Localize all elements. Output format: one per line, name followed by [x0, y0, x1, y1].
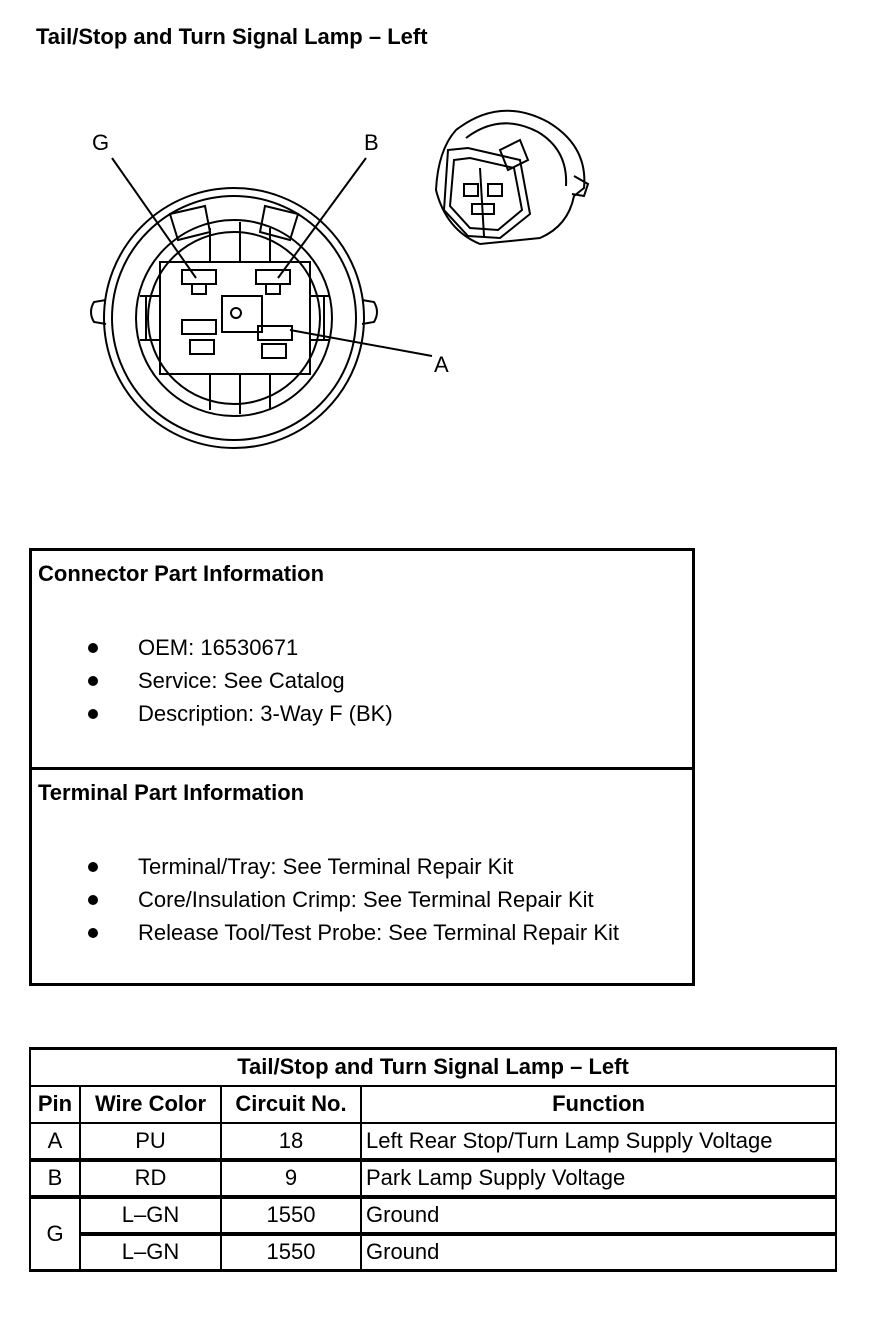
cell-wire-color: RD — [80, 1160, 221, 1197]
header-pin: Pin — [30, 1086, 80, 1123]
cell-function: Park Lamp Supply Voltage — [361, 1160, 836, 1197]
bullet-icon — [88, 676, 98, 686]
terminal-b — [256, 270, 290, 284]
connector-part-heading: Connector Part Information — [38, 561, 325, 586]
terminal-part-heading: Terminal Part Information — [38, 780, 305, 805]
header-circuit-no: Circuit No. — [221, 1086, 361, 1123]
cell-function: Ground — [361, 1234, 836, 1271]
table-row — [30, 1123, 836, 1160]
header-function: Function — [361, 1086, 836, 1123]
pin-table — [29, 1047, 837, 1272]
cell-function: Ground — [361, 1197, 836, 1234]
table-row — [30, 1197, 836, 1234]
cell-circuit: 18 — [221, 1123, 361, 1160]
table-row — [30, 1160, 836, 1197]
label-a: A — [434, 352, 449, 377]
cell-pin: B — [30, 1160, 80, 1197]
cell-circuit: 1550 — [221, 1234, 361, 1271]
bullet-icon — [88, 862, 98, 872]
bullet-icon — [88, 709, 98, 719]
cell-pin: A — [30, 1123, 80, 1160]
label-g: G — [92, 130, 110, 155]
terminal-part-section: Terminal Part Information Terminal/Tray: See Terminal Repair Kit Core/Insulation Crimp: See Terminal Repair Kit Release Tool/Test Probe: See Terminal Repair Kit — [38, 780, 619, 945]
cell-function: Left Rear Stop/Turn Lamp Supply Voltage — [361, 1123, 836, 1160]
cell-wire-color: L–GN — [80, 1234, 221, 1271]
pin-table-caption: Tail/Stop and Turn Signal Lamp – Left — [30, 1049, 836, 1086]
header-wire-color: Wire Color — [80, 1086, 221, 1123]
cell-wire-color: L–GN — [80, 1197, 221, 1234]
terminal-g — [182, 270, 216, 284]
cell-circuit: 9 — [221, 1160, 361, 1197]
bullet-icon — [88, 643, 98, 653]
leader-b — [278, 158, 366, 278]
bullet-icon — [88, 895, 98, 905]
table-row — [30, 1234, 836, 1271]
leader-a — [290, 330, 432, 356]
terminal-a — [258, 326, 292, 340]
cell-wire-color: PU — [80, 1123, 221, 1160]
cell-circuit: 1550 — [221, 1197, 361, 1234]
connector-perspective-view — [436, 111, 588, 244]
label-b: B — [364, 130, 379, 155]
connector-diagram — [0, 0, 880, 520]
page-title: Tail/Stop and Turn Signal Lamp – Left — [36, 24, 428, 49]
part-information-box — [29, 548, 695, 986]
bullet-icon — [88, 928, 98, 938]
cell-pin: G — [30, 1197, 80, 1271]
connector-part-section: Connector Part Information OEM: 16530671 Service: See Catalog Description: 3-Way F (BK) — [32, 551, 692, 770]
